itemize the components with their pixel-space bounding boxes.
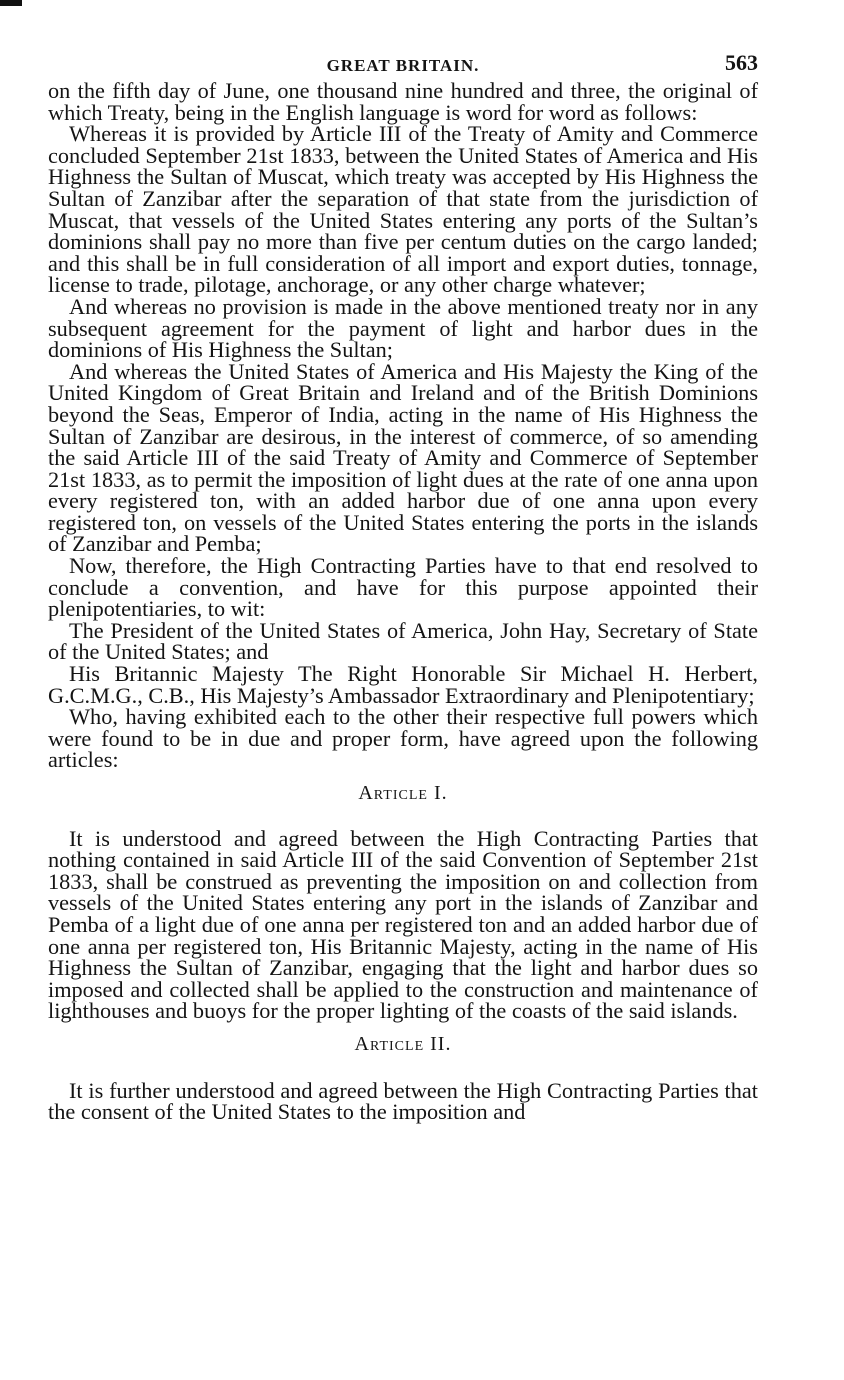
paragraph-whereas-no-provision: And whereas no provision is made in the above mentioned treaty nor in any subsequent agreement for the payment of light and harbor dues in the dominions of His Highness the Sultan; xyxy=(48,293,758,363)
document-body xyxy=(48,80,758,1123)
document-page xyxy=(48,44,758,1123)
running-head xyxy=(48,44,758,80)
paragraph-plenipotentiary-uk: His Britannic Majesty The Right Honorable Sir Michael H. Herbert, G.C.M.G., C.B., His Majesty’s Ambassador Extraordinary and Plenipotentiary; xyxy=(48,661,758,708)
article-ii-heading: Article II. xyxy=(354,1032,452,1055)
page-number: 563 xyxy=(725,50,758,75)
paragraph-now-therefore: Now, therefore, the High Contracting Parties have to that end resolved to conclude a convention, and have for this purpose appointed their plenipotentiaries, to wit: xyxy=(48,553,758,622)
paragraph-whereas-desirous: And whereas the United States of America and His Majesty the King of the United Kingdom of Great Britain and Ireland and of the British Dominions beyond the Seas, Emperor of India, acting in the name of His Highness the Sultan of Zanzibar are desirous, in the interest of commerce, of so amending the said Article III of the said Treaty of Amity and Commerce of September 21st 1833, as to permit the imposition of light dues at the rate of one anna upon every registered ton, with an added harbor due of one anna upon every registered ton, on vessels of the United States entering the ports in the islands of Zanzibar and Pemba; xyxy=(48,358,758,557)
paragraph-plenipotentiary-us: The President of the United States of America, John Hay, Secretary of State of the United States; and xyxy=(48,617,758,665)
article-ii-text: It is further understood and agreed between the High Contracting Parties that the consent of the United States to the imposition and xyxy=(48,1077,758,1125)
article-i-text: It is understood and agreed between the High Contracting Parties that nothing contained in said Article III of the said Convention of September 21st 1833, shall be construed as preventing the imposition on and collection from vessels of the United States entering any port in the islands of Zanzibar and Pemba of a light due of one anna per registered ton and an added harbor due of one anna per registered ton, His Britannic Majesty, acting in the name of His Highness the Sultan of Zanzibar, engaging that the light and harbor dues so imposed and collected shall be applied to the construction and maintenance of lighthouses and buoys for the proper lighting of the coasts of the said islands. xyxy=(48,825,758,1024)
scan-corner-mark xyxy=(0,0,22,6)
paragraph-continuation: on the fifth day of June, one thousand nine hundred and three, the original of which Treaty, being in the English language is word for word as follows: xyxy=(48,78,758,125)
paragraph-whereas-article-iii: Whereas it is provided by Article III of the Treaty of Amity and Commerce concluded September 21st 1833, between the United States of America and His Highness the Sultan of Muscat, which treaty was accepted by His Highness the Sultan of Zanzibar after the separation of that state from the jurisdiction of Muscat, that vessels of the United States entering any ports of the Sultan’s dominions shall pay no more than five per centum duties on the cargo landed; and this shall be in full consideration of all import and export duties, tonnage, license to trade, pilotage, anchorage, or any other charge whatever; xyxy=(48,121,758,298)
running-title: GREAT BRITAIN. xyxy=(326,56,480,75)
article-i-heading: Article I. xyxy=(358,782,448,804)
paragraph-who-having: Who, having exhibited each to the other their respective full powers which were found to be in due and proper form, have agreed upon the following articles: xyxy=(48,704,758,773)
